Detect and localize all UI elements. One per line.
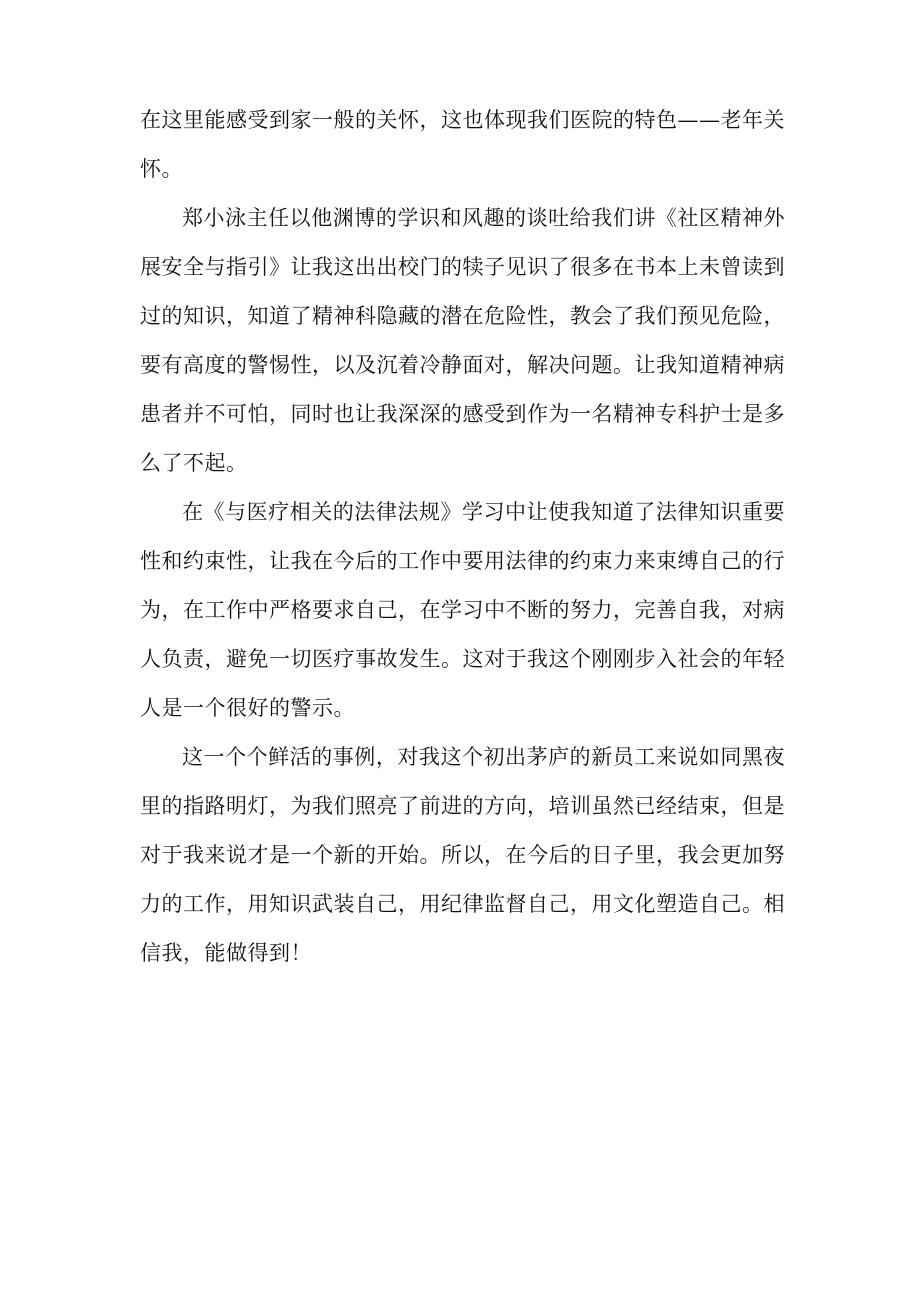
- paragraph-2: 郑小泳主任以他渊博的学识和风趣的谈吐给我们讲《社区精神外展安全与指引》让我这出出校门的犊子见识了很多在书本上未曾读到过的知识，知道了精神科隐藏的潜在危险性，教会了我们预见危险，要有高度的警惕性，以及沉着冷静面对，解决问题。让我知道精神病患者并不可怕，同时也让我深深的感受到作为一名精神专科护士是多么了不起。: [140, 206, 785, 475]
- document-body: [140, 96, 785, 978]
- paragraph-1: 在这里能感受到家一般的关怀，这也体现我们医院的特色——老年关怀。: [140, 108, 785, 181]
- paragraph-4: 这一个个鲜活的事例，对我这个初出茅庐的新员工来说如同黑夜里的指路明灯，为我们照亮了前进的方向，培训虽然已经结束，但是对于我来说才是一个新的开始。所以，在今后的日子里，我会更加努力的工作，用知识武装自己，用纪律监督自己，用文化塑造自己。相信我，能做得到！: [140, 745, 785, 965]
- paragraph-3: 在《与医疗相关的法律法规》学习中让使我知道了法律知识重要性和约束性，让我在今后的工作中要用法律的约束力来束缚自己的行为，在工作中严格要求自己，在学习中不断的努力，完善自我，对病人负责，避免一切医疗事故发生。这对于我这个刚刚步入社会的年轻人是一个很好的警示。: [140, 500, 785, 720]
